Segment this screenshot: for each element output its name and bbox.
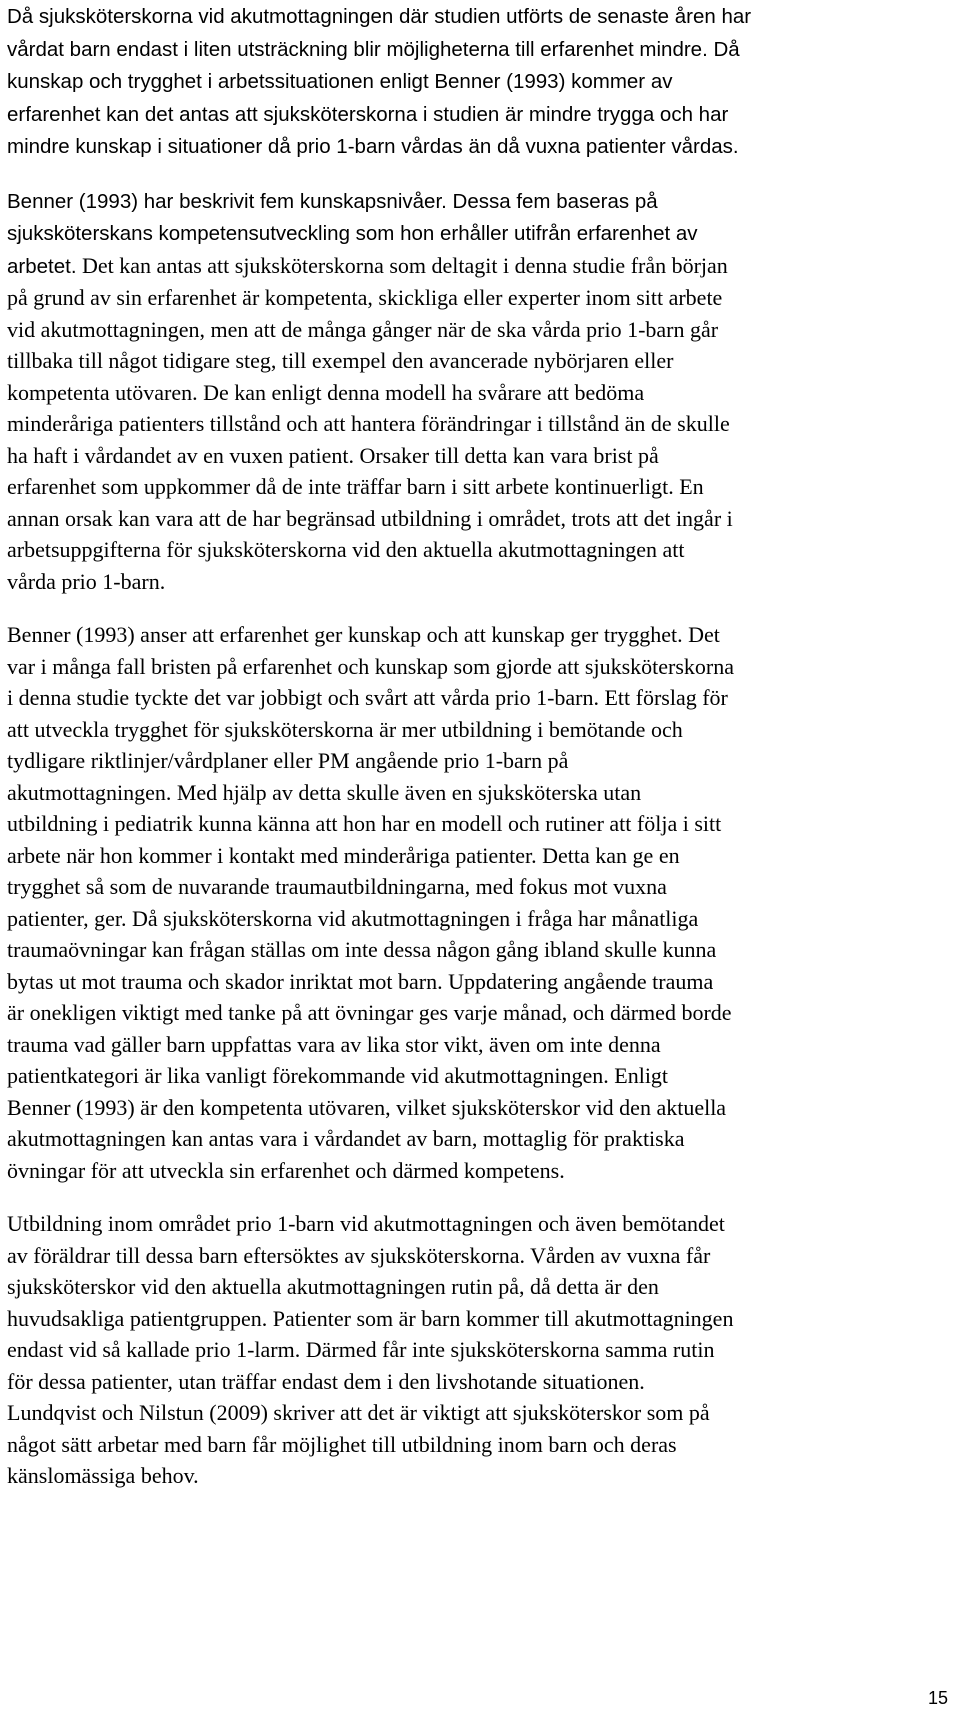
paragraph-1-text: Då sjuksköterskorna vid akutmottagningen där studien utförts de senaste åren har vårdat barn endast i liten utsträckning blir möjligheterna till erfarenhet mindre. Då kunskap och trygghet i arbetssituationen enligt Benner (1993) kommer av erfarenhet kan det antas att sjuksköterskorna i studien är mindre trygga och har mindre kunskap i situationer då prio 1-barn vårdas än då vuxna patienter vårdas. (7, 5, 752, 158)
paragraph-2 (7, 185, 887, 598)
page-number: 15 (927, 1688, 948, 1708)
body-text (7, 0, 887, 1514)
paragraph-2-lead: Benner (1993) har beskrivit fem kunskapsnivåer. Dessa fem baseras på sjuksköterskans kompetensutveckling som hon erhåller utifrån erfarenhet av arbetet. (7, 189, 698, 278)
paragraph-2-rest: Det kan antas att sjuksköterskorna som deltagit i denna studie från början på grund av sin erfarenhet är kompetenta, skickliga eller experter inom sitt arbete vid akutmottagningen, men att de många gånger när de ska vårda prio 1-barn går tillbaka till något tidigare steg, till exempel den avancerade nybörjaren eller kompetenta utövaren. De kan enligt denna modell ha svårare att bedöma minderåriga patienters tillstånd och att hantera förändringar i tillstånd än de skulle ha haft i vårdandet av en vuxen patient. Orsaker till detta kan vara brist på erfarenhet som uppkommer då de inte träffar barn i sitt arbete kontinuerligt. En annan orsak kan vara att de har begränsad utbildning i området, trots att det ingår i arbetsuppgifterna för sjuksköterskorna vid den aktuella akutmottagningen att vårda prio 1-barn. (7, 252, 733, 594)
paragraph-3: Benner (1993) anser att erfarenhet ger kunskap och att kunskap ger trygghet. Det var i många fall bristen på erfarenhet och kunskap som gjorde att sjuksköterskorna i denna studie tyckte det var jobbigt och svårt att vårda prio 1-barn. Ett förslag för att utveckla trygghet för sjuksköterskorna är mer utbildning i bemötande och tydligare riktlinjer/vårdplaner eller PM angående prio 1-barn på akutmottagningen. Med hjälp av detta skulle även en sjuksköterska utan utbildning i pediatrik kunna känna att hon har en modell och rutiner att följa i sitt arbete när hon kommer i kontakt med minderåriga patienter. Detta kan ge en trygghet så som de nuvarande traumautbildningarna, med fokus mot vuxna patienter, ger. Då sjuksköterskorna vid akutmottagningen i fråga har månatliga traumaövningar kan frågan ställas om inte dessa någon gång ibland skulle kunna bytas ut mot trauma och skador inriktat mot barn. Uppdatering angående trauma är onekligen viktigt med tanke på att övningar ges varje månad, och därmed borde trauma vad gäller barn uppfattas vara av lika stor vikt, även om inte denna patientkategori är lika vanligt förekommande vid akutmottagningen. Enligt Benner (1993) är den kompetenta utövaren, vilket sjuksköterskor vid den aktuella akutmottagningen kan antas vara i vårdandet av barn, mottaglig för praktiska övningar för att utveckla sin erfarenhet och därmed kompetens. (7, 622, 734, 1183)
paragraph-1 (7, 0, 887, 163)
paragraph-4: Utbildning inom området prio 1-barn vid akutmottagningen och även bemötandet av föräldrar till dessa barn eftersöktes av sjuksköterskorna. Vården av vuxna får sjuksköterskor vid den aktuella akutmottagningen rutin på, då detta är den huvudsakliga patientgruppen. Patienter som är barn kommer till akutmottagningen endast vid så kallade prio 1-larm. Därmed får inte sjuksköterskorna samma rutin för dessa patienter, utan träffar endast dem i den livshotande situationen. Lundqvist och Nilstun (2009) skriver att det är viktigt att sjuksköterskor som på något sätt arbetar med barn får möjlighet till utbildning inom barn och deras känslomässiga behov. (7, 1211, 734, 1488)
